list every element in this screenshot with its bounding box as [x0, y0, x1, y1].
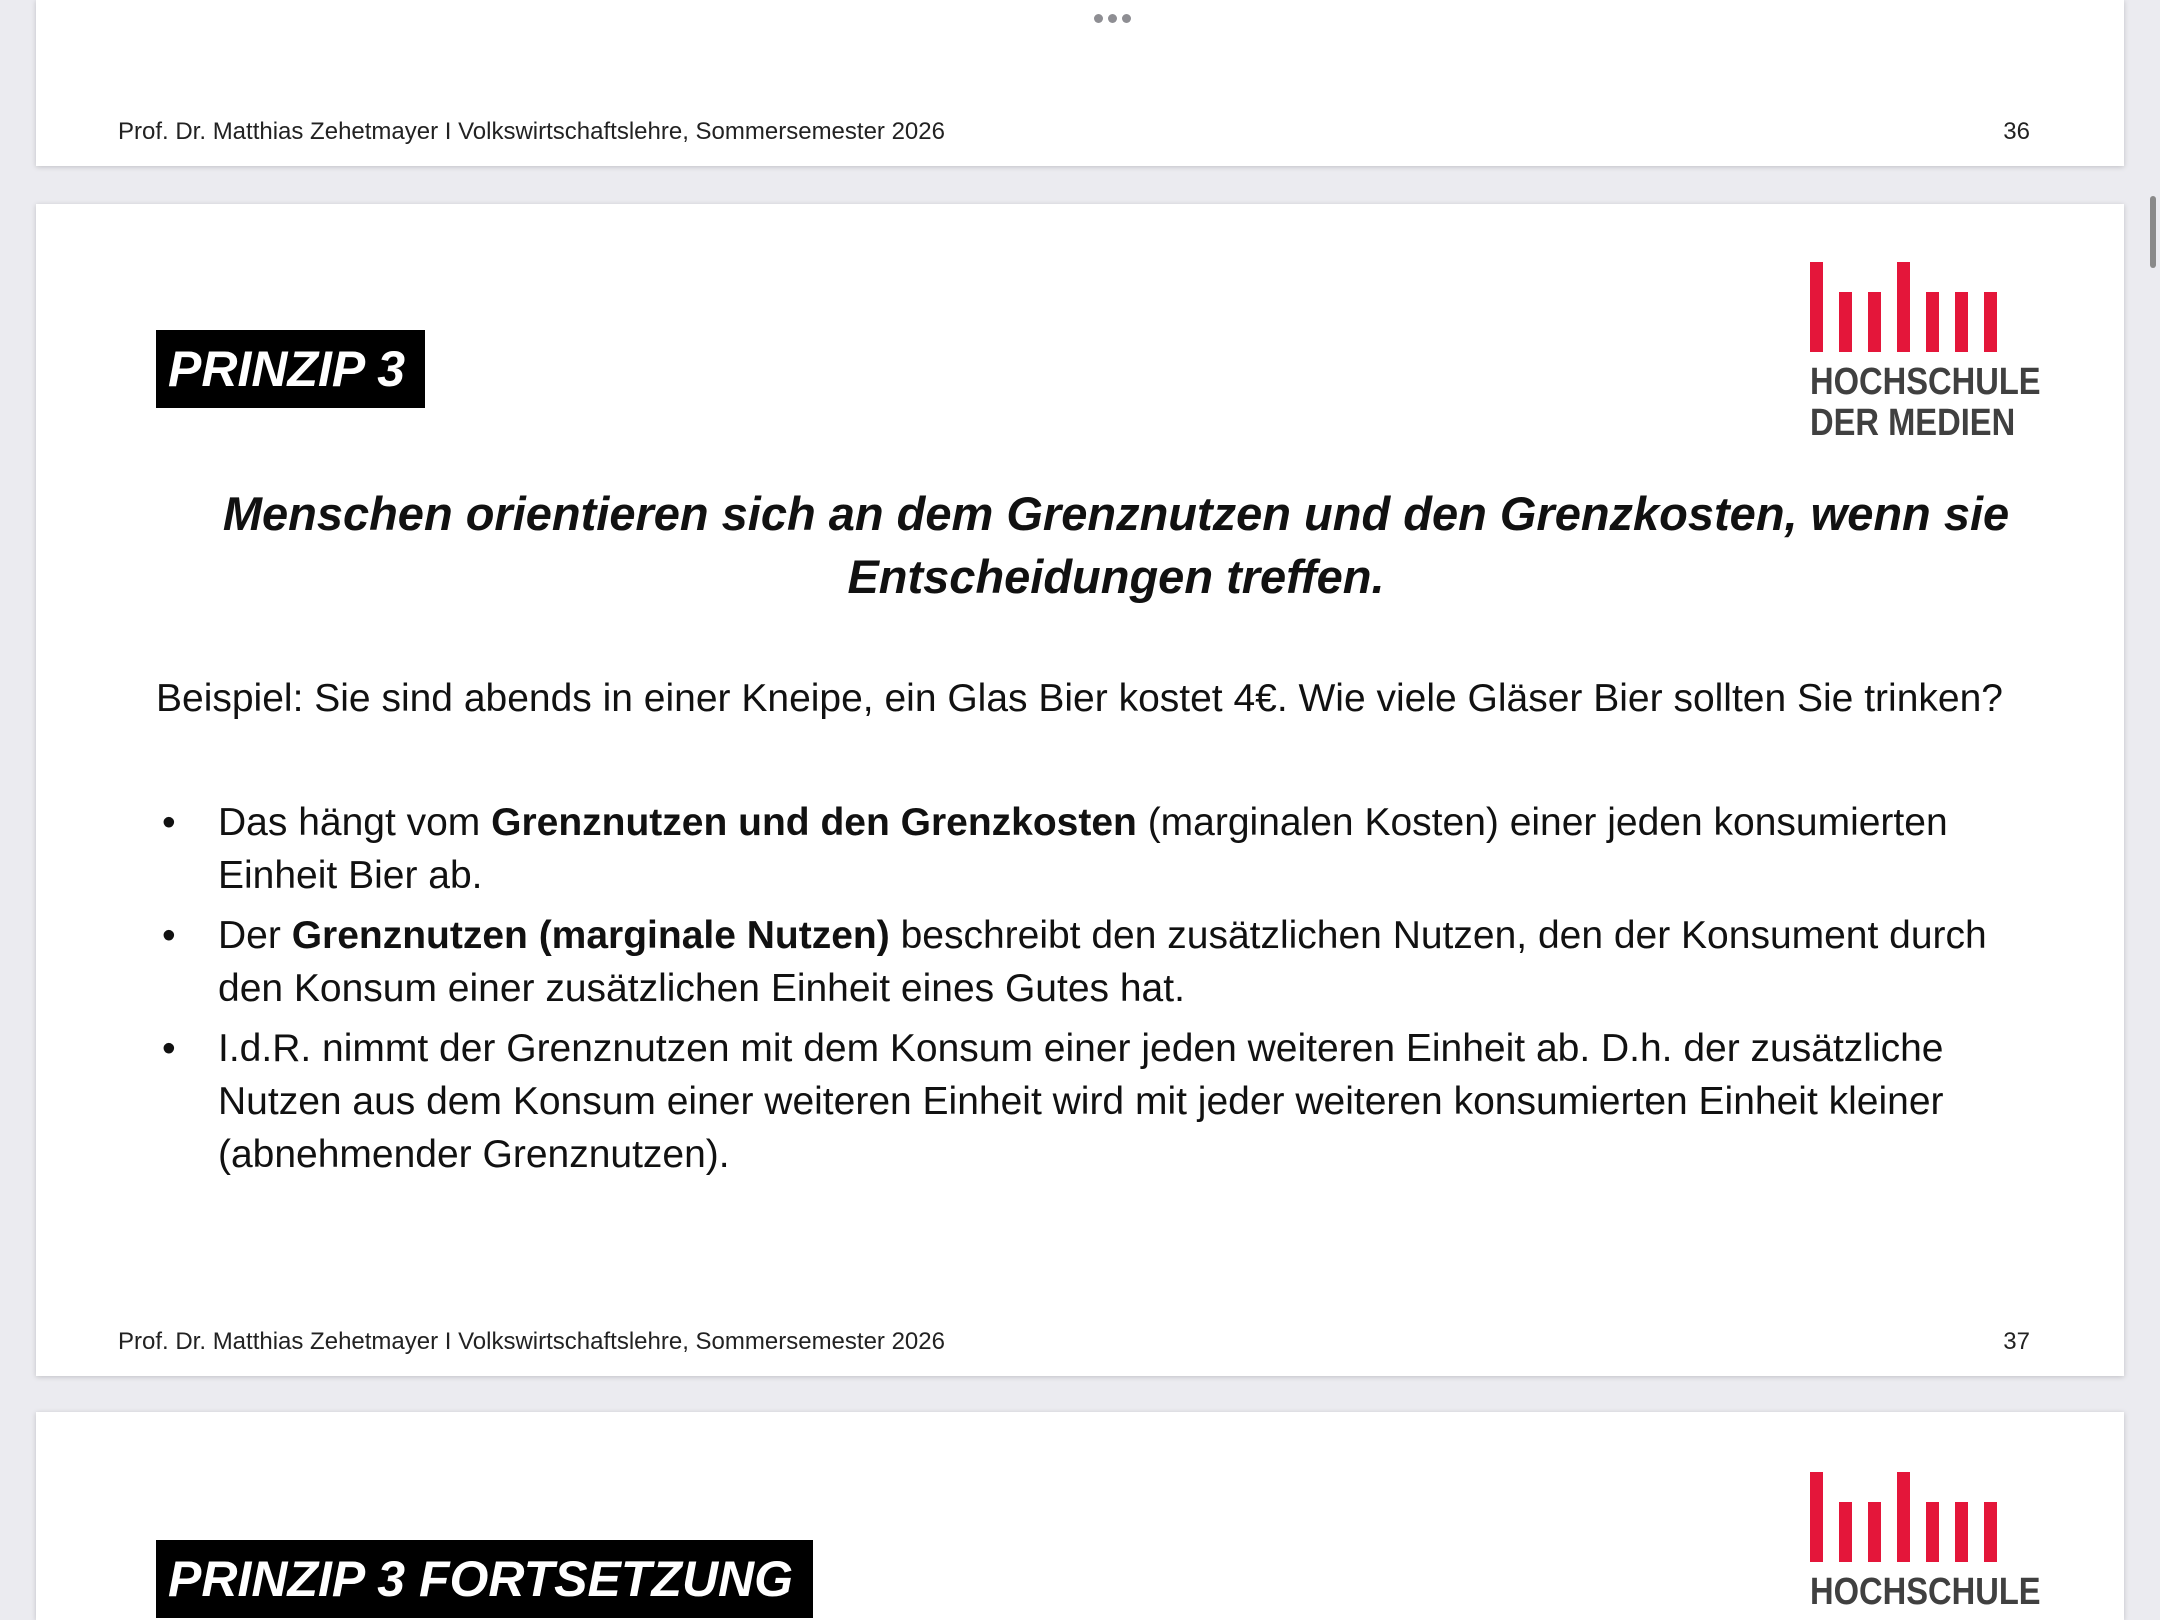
logo-line-2: DER MEDIEN — [1810, 402, 2016, 444]
slide-page-37 — [36, 204, 2124, 1376]
slide-page-number: 37 — [2003, 1328, 2030, 1355]
slide-page-number: 36 — [2003, 118, 2030, 145]
bullet-symbol: • — [162, 801, 176, 844]
more-options-icon[interactable] — [1094, 14, 1131, 23]
bullet-item — [156, 1022, 2056, 1181]
slide-page-38 — [36, 1412, 2124, 1620]
bullet-symbol: • — [162, 1027, 176, 1070]
bullet-item — [156, 796, 2056, 902]
vertical-scrollbar[interactable] — [2150, 196, 2156, 268]
slide-footer-text: Prof. Dr. Matthias Zehetmayer I Volkswirtschaftslehre, Sommersemester 2026 — [118, 118, 945, 145]
bullet-text: Der — [218, 914, 292, 957]
logo-bars-icon — [1810, 1472, 2012, 1562]
bullet-item — [156, 909, 2056, 1015]
slide-heading: PRINZIP 3 — [156, 330, 425, 408]
bullet-list — [156, 796, 2056, 1188]
bullet-text-rest: beschreibt den zusätzlichen Nutzen, den der Konsument durch den Konsum einer zusätzlichen Einheit eines Gutes hat. — [218, 914, 1987, 1010]
logo-text — [1810, 361, 2041, 444]
logo-bars-icon — [1810, 262, 2012, 352]
bullet-text: Das hängt vom — [218, 801, 492, 844]
logo-line-1: HOCHSCHULE — [1810, 361, 2041, 403]
slide-headline: Menschen orientieren sich an dem Grenznutzen und den Grenzkosten, wenn sie Entscheidungen treffen. — [222, 487, 2010, 603]
university-logo — [1810, 262, 2041, 444]
slide-heading: PRINZIP 3 FORTSETZUNG — [156, 1540, 813, 1618]
bullet-bold-text: Grenznutzen (marginale Nutzen) — [291, 914, 890, 957]
bullet-symbol: • — [162, 914, 176, 957]
example-text: Beispiel: Sie sind abends in einer Kneipe, ein Glas Bier kostet 4€. Wie viele Gläser Bier sollten Sie trinken? — [156, 677, 2003, 720]
logo-line-1: HOCHSCHULE — [1810, 1571, 2041, 1613]
slide-page-36 — [36, 0, 2124, 166]
bullet-text-rest: (marginalen Kosten) einer jeden konsumierten Einheit Bier ab. — [218, 801, 1948, 897]
university-logo — [1810, 1472, 2041, 1613]
bullet-bold-text: Grenznutzen und den Grenzkosten — [491, 801, 1137, 844]
slide-footer-text: Prof. Dr. Matthias Zehetmayer I Volkswirtschaftslehre, Sommersemester 2026 — [118, 1328, 945, 1355]
logo-text — [1810, 1571, 2041, 1613]
bullet-text: I.d.R. nimmt der Grenznutzen mit dem Konsum einer jeden weiteren Einheit ab. D.h. der zusätzliche Nutzen aus dem Konsum einer weiteren Einheit wird mit jeder weiteren konsumierten Einheit kleiner (abnehmender Grenznutzen). — [218, 1027, 1944, 1176]
